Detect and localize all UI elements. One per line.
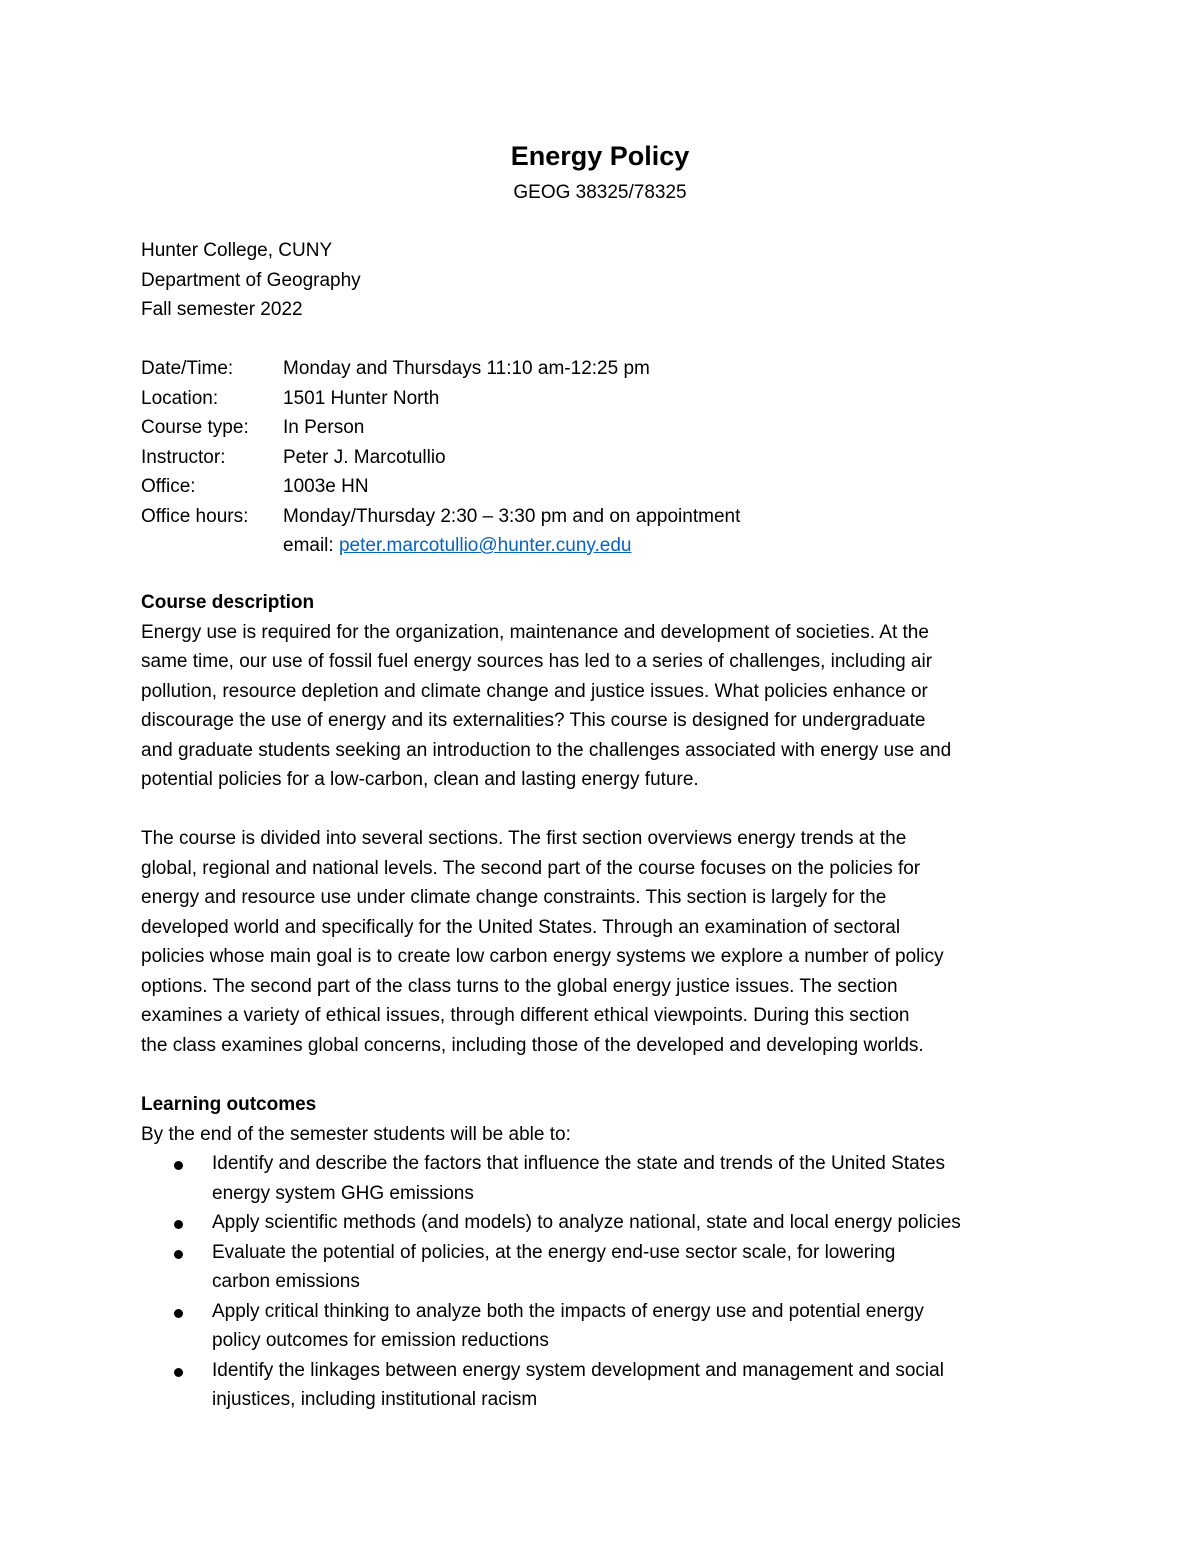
bullet-icon [174, 1220, 183, 1229]
info-label: Course type: [141, 417, 249, 438]
bullet-icon [174, 1309, 183, 1318]
semester: Fall semester 2022 [141, 299, 303, 320]
list-item-line: carbon emissions [212, 1271, 360, 1292]
paragraph-line: The course is divided into several sections. The first section overviews energy trends at the [141, 828, 907, 849]
info-label: Instructor: [141, 446, 226, 468]
list-item-line: Apply scientific methods (and models) to analyze national, state and local energy policies [212, 1212, 961, 1233]
list-item [141, 1297, 1071, 1356]
info-row-location [141, 384, 1071, 414]
info-label-empty [141, 531, 283, 561]
paragraph-line: the class examines global concerns, including those of the developed and developing worlds. [141, 1034, 924, 1056]
paragraph-line: policies whose main goal is to create low carbon energy systems we explore a number of policy [141, 946, 944, 967]
paragraph-line: energy and resource use under climate change constraints. This section is largely for the [141, 887, 887, 908]
info-row-office-hours [141, 502, 1071, 532]
list-item [141, 1356, 1071, 1415]
email-label: email: [283, 535, 339, 556]
paragraph-line: examines a variety of ethical issues, through different ethical viewpoints. During this section [141, 1005, 910, 1026]
paragraph-line: and graduate students seeking an introduction to the challenges associated with energy use and [141, 739, 952, 761]
bullet-icon [174, 1161, 183, 1170]
info-value: Monday and Thursdays 11:10 am-12:25 pm [283, 358, 650, 379]
learning-outcomes-section [141, 1090, 1071, 1415]
description-paragraph-2 [141, 824, 1071, 1060]
info-value: Monday/Thursday 2:30 – 3:30 pm and on appointment [283, 505, 741, 527]
info-label: Date/Time: [141, 358, 234, 379]
college-name: Hunter College, CUNY [141, 240, 333, 261]
info-row-instructor [141, 443, 1071, 473]
paragraph-line: Energy use is required for the organization, maintenance and development of societies. At the [141, 621, 929, 643]
list-item [141, 1208, 1071, 1238]
info-label: Office hours: [141, 505, 249, 527]
paragraph-line: pollution, resource depletion and climate change and justice issues. What policies enhance or [141, 680, 928, 702]
learning-outcomes-heading: Learning outcomes [141, 1094, 317, 1115]
paragraph-line: developed world and specifically for the United States. Through an examination of sectoral [141, 916, 901, 938]
info-value: 1003e HN [283, 476, 369, 497]
paragraph-line: same time, our use of fossil fuel energy sources has led to a series of challenges, including air [141, 651, 933, 672]
course-info-table [141, 354, 1071, 561]
course-title: Energy Policy [510, 141, 690, 171]
list-item-line: Identify and describe the factors that influence the state and trends of the United States [212, 1153, 946, 1174]
institution-block [141, 236, 1071, 325]
learning-outcomes-intro: By the end of the semester students will be able to: [141, 1123, 571, 1145]
course-description-heading: Course description [141, 592, 315, 613]
info-value: Peter J. Marcotullio [283, 446, 446, 468]
info-row-office [141, 472, 1071, 502]
list-item-line: Apply critical thinking to analyze both the impacts of energy use and potential energy [212, 1300, 924, 1322]
email-link[interactable]: peter.marcotullio@hunter.cuny.edu [338, 535, 632, 556]
course-code: GEOG 38325/78325 [513, 182, 687, 203]
list-item-line: Identify the linkages between energy system development and management and social [212, 1359, 944, 1381]
description-paragraph-1 [141, 618, 1071, 795]
list-item-line: energy system GHG emissions [212, 1182, 474, 1204]
list-item-line: policy outcomes for emission reductions [212, 1330, 549, 1351]
info-label: Office: [141, 476, 196, 497]
paragraph-line: discourage the use of energy and its externalities? This course is designed for undergraduate [141, 710, 926, 731]
info-value: In Person [283, 417, 365, 438]
list-item-line: injustices, including institutional racism [212, 1389, 538, 1410]
info-label: Location: [141, 387, 219, 409]
info-value: 1501 Hunter North [283, 387, 440, 409]
department-name: Department of Geography [141, 269, 361, 291]
course-description-section [141, 588, 1071, 795]
outcomes-list [141, 1149, 1071, 1415]
paragraph-line: global, regional and national levels. The second part of the course focuses on the policies for [141, 857, 921, 879]
paragraph-line: options. The second part of the class turns to the global energy justice issues. The section [141, 975, 898, 997]
email-line [283, 531, 1071, 561]
info-row-course-type [141, 413, 1071, 443]
list-item [141, 1238, 1071, 1297]
paragraph-line: potential policies for a low-carbon, clean and lasting energy future. [141, 769, 699, 790]
bullet-icon [174, 1368, 183, 1377]
list-item [141, 1149, 1071, 1208]
info-row-datetime [141, 354, 1071, 384]
info-row-email [141, 531, 1071, 561]
list-item-line: Evaluate the potential of policies, at the energy end-use sector scale, for lowering [212, 1241, 896, 1263]
bullet-icon [174, 1250, 183, 1259]
